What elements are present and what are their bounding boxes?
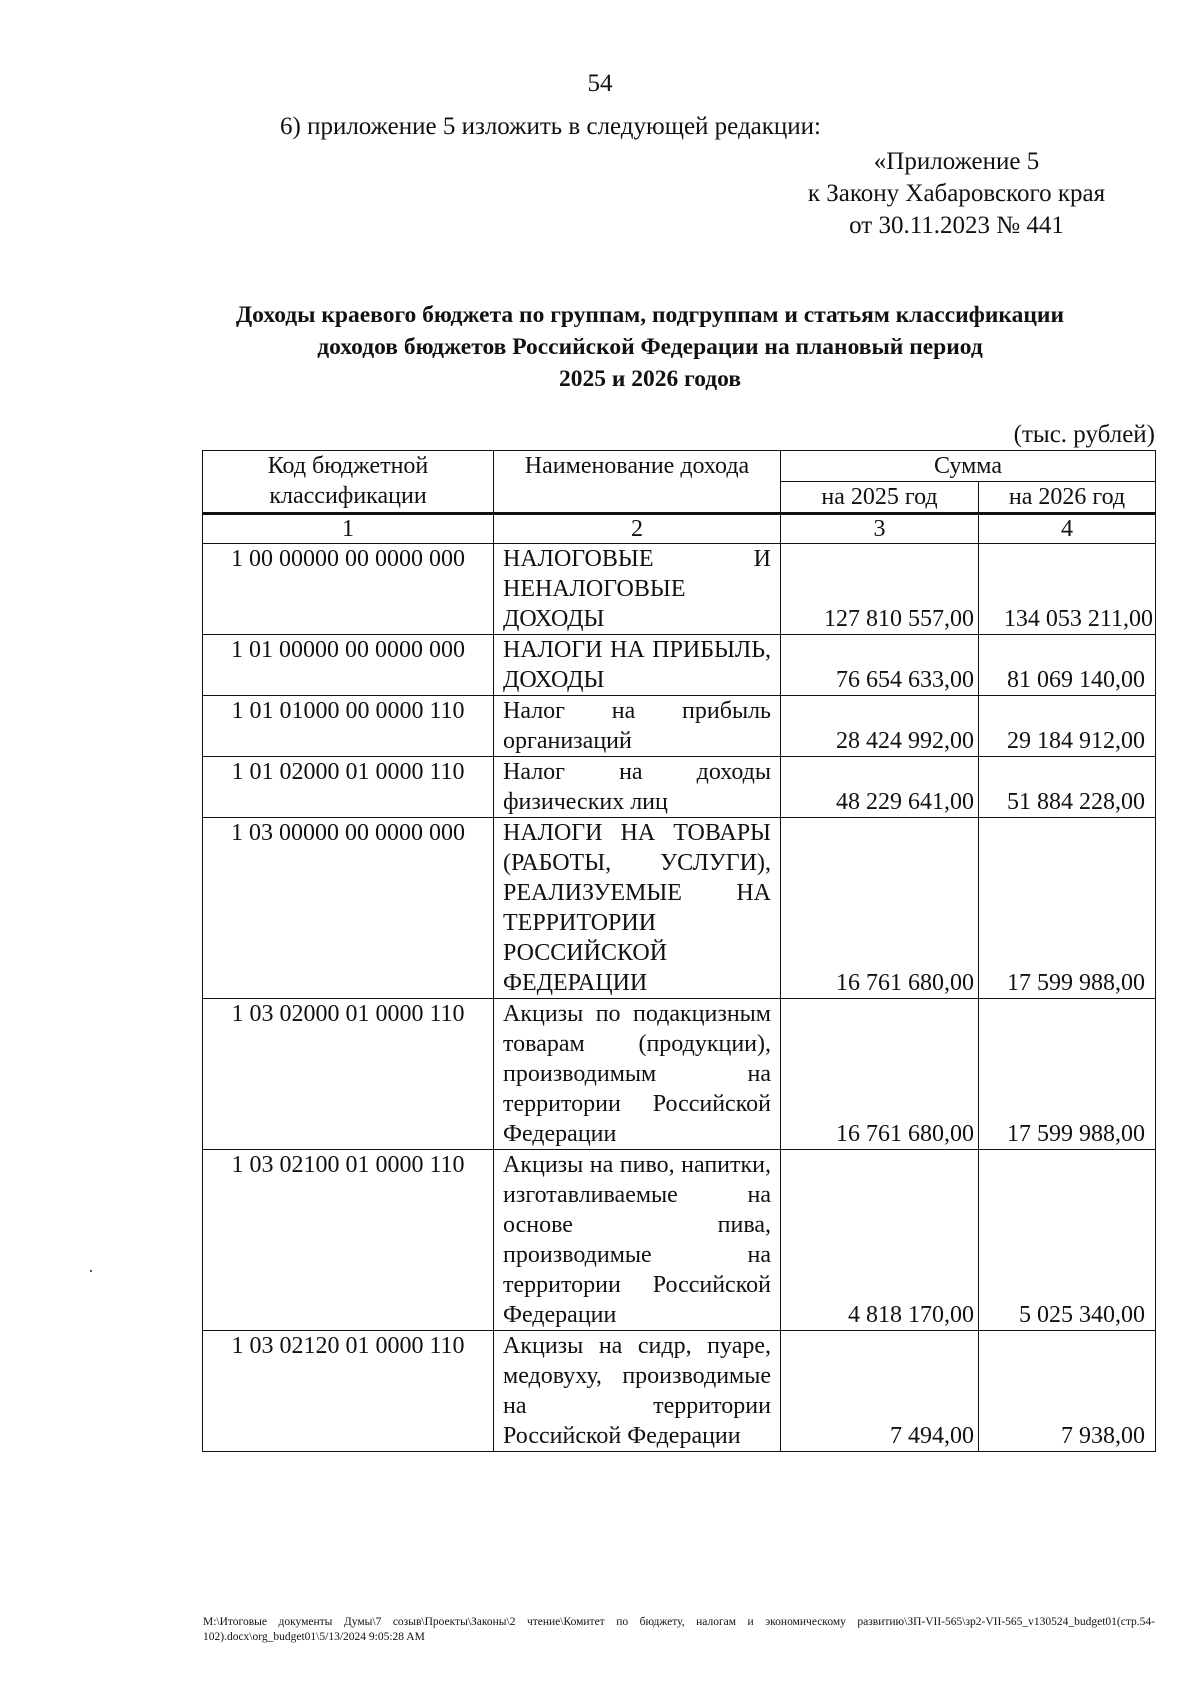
row-name: НАЛОГИ НА ПРИБЫЛЬ, ДОХОДЫ (494, 635, 781, 696)
column-number-row (203, 514, 1156, 544)
file-path-footer: М:\Итоговые документы Думы\7 созыв\Проекты\Законы\2 чтение\Комитет по бюджету, налогам и экономическому развитию\ЗП-VII-565\зр2-VII-565_v130524_budget01(стр.54-102).docx\org_budget01\5/13/2024 9:05:28 AM (203, 1616, 1155, 1643)
table-row (203, 757, 1156, 818)
appendix-line: к Закону Хабаровского края (807, 180, 1106, 207)
row-sum-2026: 81 069 140,00 (979, 635, 1156, 696)
units-label: (тыс. рублей) (1013, 421, 1155, 448)
table-row (203, 1150, 1156, 1331)
column-number: 1 (203, 514, 494, 544)
document-title (150, 299, 1150, 395)
row-sum-2026: 5 025 340,00 (979, 1150, 1156, 1331)
row-sum-2026: 134 053 211,00 (979, 544, 1156, 635)
column-number: 2 (494, 514, 781, 544)
row-sum-2026: 7 938,00 (979, 1331, 1156, 1452)
row-name: Налог на прибыль организаций (494, 696, 781, 757)
header-code: Код бюджетной классификации (203, 451, 494, 514)
row-sum-2025: 4 818 170,00 (781, 1150, 979, 1331)
table-row (203, 818, 1156, 999)
header-name: Наименование дохода (494, 451, 781, 514)
table-row (203, 999, 1156, 1150)
column-number: 4 (979, 514, 1156, 544)
row-sum-2025: 16 761 680,00 (781, 999, 979, 1150)
row-name: Налог на доходы физических лиц (494, 757, 781, 818)
row-sum-2025: 48 229 641,00 (781, 757, 979, 818)
column-number: 3 (781, 514, 979, 544)
row-code: 1 03 02100 01 0000 110 (203, 1150, 494, 1331)
row-sum-2026: 17 599 988,00 (979, 818, 1156, 999)
row-code: 1 01 01000 00 0000 110 (203, 696, 494, 757)
row-code: 1 01 02000 01 0000 110 (203, 757, 494, 818)
title-line: Доходы краевого бюджета по группам, подгруппам и статьям классификации (236, 302, 1064, 328)
title-line: доходов бюджетов Российской Федерации на плановый период (317, 334, 983, 360)
row-sum-2025: 7 494,00 (781, 1331, 979, 1452)
table-row (203, 544, 1156, 635)
row-code: 1 00 00000 00 0000 000 (203, 544, 494, 635)
row-sum-2026: 17 599 988,00 (979, 999, 1156, 1150)
title-line: 2025 и 2026 годов (558, 366, 742, 392)
appendix-line: «Приложение 5 (873, 148, 1040, 175)
row-code: 1 01 00000 00 0000 000 (203, 635, 494, 696)
row-name: НАЛОГИ НА ТОВАРЫ (РАБОТЫ, УСЛУГИ), РЕАЛИЗУЕМЫЕ НА ТЕРРИТОРИИ РОССИЙСКОЙ ФЕДЕРАЦИИ (494, 818, 781, 999)
row-name: Акцизы на сидр, пуаре, медовуху, производимые на территории Российской Федерации (494, 1331, 781, 1452)
row-sum-2025: 28 424 992,00 (781, 696, 979, 757)
table-row (203, 1331, 1156, 1452)
header-year-2026: на 2026 год (979, 482, 1156, 514)
intro-paragraph: 6) приложение 5 изложить в следующей редакции: (280, 113, 821, 140)
table-row (203, 635, 1156, 696)
row-name: НАЛОГОВЫЕ И НЕНАЛОГОВЫЕ ДОХОДЫ (494, 544, 781, 635)
budget-table (202, 450, 1156, 1452)
row-code: 1 03 00000 00 0000 000 (203, 818, 494, 999)
row-name: Акцизы по подакцизным товарам (продукции), производимым на территории Российской Федерации (494, 999, 781, 1150)
row-code: 1 03 02120 01 0000 110 (203, 1331, 494, 1452)
header-year-2025: на 2025 год (781, 482, 979, 514)
appendix-reference (760, 146, 1153, 242)
row-sum-2025: 16 761 680,00 (781, 818, 979, 999)
table-header-row (203, 451, 1156, 482)
header-sum: Сумма (781, 451, 1156, 482)
row-sum-2025: 76 654 633,00 (781, 635, 979, 696)
row-sum-2025: 127 810 557,00 (781, 544, 979, 635)
row-code: 1 03 02000 01 0000 110 (203, 999, 494, 1150)
row-sum-2026: 29 184 912,00 (979, 696, 1156, 757)
table-row (203, 696, 1156, 757)
row-name: Акцизы на пиво, напитки, изготавливаемые на основе пива, производимые на территории Российской Федерации (494, 1150, 781, 1331)
row-sum-2026: 51 884 228,00 (979, 757, 1156, 818)
scan-speck (90, 1270, 92, 1272)
page-number: 54 (587, 70, 613, 97)
appendix-line: от 30.11.2023 № 441 (849, 212, 1064, 239)
